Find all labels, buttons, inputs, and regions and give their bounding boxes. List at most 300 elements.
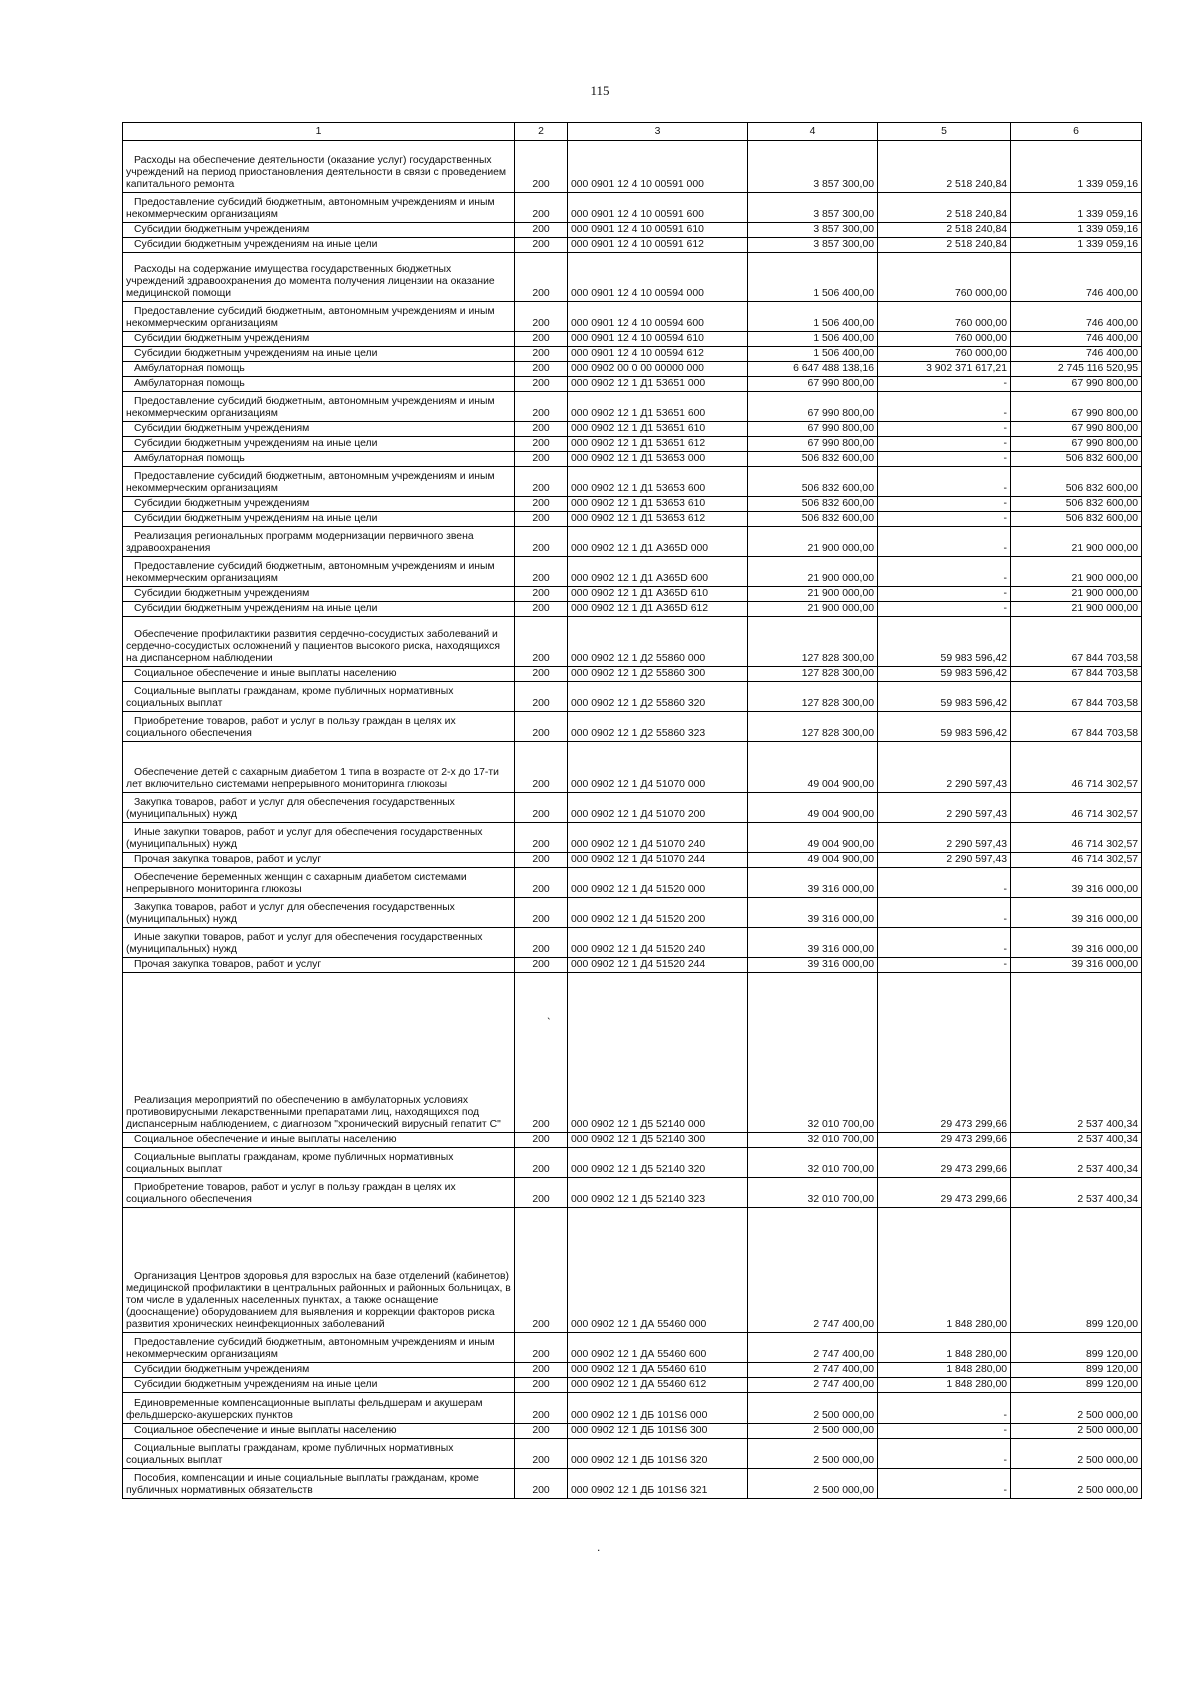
row-description <box>123 712 515 742</box>
row-approved-amount: 2 747 400,00 <box>748 1378 878 1393</box>
page-number: 115 <box>590 83 610 98</box>
table-row <box>123 1424 1142 1439</box>
table-row <box>123 793 1142 823</box>
table-row <box>123 1378 1142 1393</box>
row-line-code: 200 <box>515 193 568 223</box>
row-remaining-amount: 67 844 703,58 <box>1011 617 1142 667</box>
row-remaining-amount: 67 990 800,00 <box>1011 392 1142 422</box>
row-description <box>123 238 515 253</box>
row-line-code: 200 <box>515 497 568 512</box>
row-description-text: Социальные выплаты гражданам, кроме публичных нормативных социальных выплат <box>126 1152 454 1176</box>
table-row <box>123 253 1142 302</box>
row-line-code: 200 <box>515 1333 568 1363</box>
row-description <box>123 377 515 392</box>
table-row <box>123 193 1142 223</box>
row-remaining-amount: 21 900 000,00 <box>1011 527 1142 557</box>
row-description-text: Предоставление субсидий бюджетным, автономным учреждениям и иным некоммерческим организациям <box>126 197 495 221</box>
row-approved-amount: 32 010 700,00 <box>748 1178 878 1208</box>
row-remaining-amount: 67 990 800,00 <box>1011 422 1142 437</box>
table-row <box>123 898 1142 928</box>
row-line-code: 200 <box>515 958 568 973</box>
row-line-code: 200 <box>515 437 568 452</box>
row-line-code: 200 <box>515 823 568 853</box>
row-budget-classification-code: 000 0902 12 1 Д1 А365D 612 <box>568 602 748 617</box>
table-row <box>123 347 1142 362</box>
table-row <box>123 238 1142 253</box>
table-row <box>123 1178 1142 1208</box>
row-line-code: 200 <box>515 392 568 422</box>
row-remaining-amount: 746 400,00 <box>1011 347 1142 362</box>
row-approved-amount: 2 747 400,00 <box>748 1208 878 1333</box>
row-description-text: Предоставление субсидий бюджетным, автономным учреждениям и иным некоммерческим организациям <box>126 1337 495 1361</box>
row-description-text: Единовременные компенсационные выплаты фельдшерам и акушерам фельдшерско-акушерских пунктов <box>126 1398 483 1422</box>
row-description <box>123 1133 515 1148</box>
row-approved-amount: 6 647 488 138,16 <box>748 362 878 377</box>
table-row <box>123 853 1142 868</box>
table-row <box>123 452 1142 467</box>
row-approved-amount: 39 316 000,00 <box>748 898 878 928</box>
row-approved-amount: 2 500 000,00 <box>748 1469 878 1499</box>
row-description <box>123 332 515 347</box>
row-line-code: 200 <box>515 898 568 928</box>
row-executed-amount: 29 473 299,66 <box>878 973 1011 1133</box>
row-line-code: 200 <box>515 587 568 602</box>
row-approved-amount: 21 900 000,00 <box>748 602 878 617</box>
row-executed-amount: - <box>878 437 1011 452</box>
row-description <box>123 392 515 422</box>
row-budget-classification-code: 000 0902 12 1 Д2 55860 323 <box>568 712 748 742</box>
table-row <box>123 667 1142 682</box>
row-budget-classification-code: 000 0902 12 1 Д1 53653 612 <box>568 512 748 527</box>
table-row <box>123 422 1142 437</box>
row-description <box>123 868 515 898</box>
row-remaining-amount: 899 120,00 <box>1011 1333 1142 1363</box>
row-executed-amount: 760 000,00 <box>878 347 1011 362</box>
row-executed-amount: 29 473 299,66 <box>878 1148 1011 1178</box>
table-row <box>123 1208 1142 1333</box>
row-description <box>123 602 515 617</box>
row-approved-amount: 49 004 900,00 <box>748 823 878 853</box>
row-budget-classification-code: 000 0901 12 4 10 00594 612 <box>568 347 748 362</box>
row-approved-amount: 3 857 300,00 <box>748 141 878 193</box>
row-description <box>123 452 515 467</box>
row-budget-classification-code: 000 0901 12 4 10 00591 000 <box>568 141 748 193</box>
row-budget-classification-code: 000 0902 12 1 Д1 А365D 610 <box>568 587 748 602</box>
row-budget-classification-code: 000 0902 12 1 ДБ 101S6 300 <box>568 1424 748 1439</box>
row-description-text: Реализация мероприятий по обеспечению в амбулаторных условиях противовирусными лекарственными препаратами лиц, находящихся под диспансерным наблюдением, с диагнозом "хронический вирусный гепатит С" <box>126 1095 501 1131</box>
table-row <box>123 1439 1142 1469</box>
row-description <box>123 1393 515 1424</box>
row-description <box>123 928 515 958</box>
row-remaining-amount: 39 316 000,00 <box>1011 868 1142 898</box>
row-description <box>123 467 515 497</box>
row-executed-amount: 59 983 596,42 <box>878 712 1011 742</box>
row-executed-amount: - <box>878 527 1011 557</box>
row-remaining-amount: 1 339 059,16 <box>1011 238 1142 253</box>
row-description-text: Обеспечение профилактики развития сердечно-сосудистых заболеваний и сердечно-сосудистых осложнений у пациентов высокого риска, находящихся на диспансерном наблюдении <box>126 629 500 665</box>
row-executed-amount: 29 473 299,66 <box>878 1178 1011 1208</box>
row-remaining-amount: 2 500 000,00 <box>1011 1439 1142 1469</box>
row-description-text: Субсидии бюджетным учреждениям на иные цели <box>134 603 378 615</box>
row-executed-amount: 2 290 597,43 <box>878 853 1011 868</box>
row-description-text: Предоставление субсидий бюджетным, автономным учреждениям и иным некоммерческим организациям <box>126 396 495 420</box>
budget-table <box>122 122 1142 1499</box>
row-approved-amount: 49 004 900,00 <box>748 853 878 868</box>
row-line-code: 200 <box>515 1148 568 1178</box>
scan-speck: . <box>597 1540 601 1554</box>
row-description <box>123 253 515 302</box>
row-remaining-amount: 2 500 000,00 <box>1011 1393 1142 1424</box>
row-budget-classification-code: 000 0902 12 1 ДБ 101S6 000 <box>568 1393 748 1424</box>
row-line-code: 200 <box>515 452 568 467</box>
table-row <box>123 302 1142 332</box>
row-approved-amount: 2 500 000,00 <box>748 1424 878 1439</box>
row-description-text: Закупка товаров, работ и услуг для обеспечения государственных (муниципальных) нужд <box>126 797 455 821</box>
row-budget-classification-code: 000 0902 12 1 Д5 52140 320 <box>568 1148 748 1178</box>
row-description-text: Амбулаторная помощь <box>134 453 245 465</box>
row-line-code: 200 <box>515 1363 568 1378</box>
table-row <box>123 1133 1142 1148</box>
table-row <box>123 868 1142 898</box>
row-description-text: Социальное обеспечение и иные выплаты населению <box>134 1134 397 1146</box>
row-line-code: 200 <box>515 853 568 868</box>
row-budget-classification-code: 000 0902 12 1 Д1 А365D 600 <box>568 557 748 587</box>
row-description <box>123 527 515 557</box>
column-header-5: 5 <box>878 123 1011 141</box>
row-description-text: Социальное обеспечение и иные выплаты населению <box>134 668 397 680</box>
table-row <box>123 958 1142 973</box>
row-description-text: Субсидии бюджетным учреждениям <box>134 224 310 236</box>
row-line-code: 200 <box>515 617 568 667</box>
row-description <box>123 1363 515 1378</box>
row-approved-amount: 32 010 700,00 <box>748 1148 878 1178</box>
row-description <box>123 667 515 682</box>
column-header-6: 6 <box>1011 123 1142 141</box>
row-remaining-amount: 21 900 000,00 <box>1011 557 1142 587</box>
row-line-code: 200 <box>515 347 568 362</box>
row-remaining-amount: 1 339 059,16 <box>1011 223 1142 238</box>
row-line-code: 200 <box>515 602 568 617</box>
row-description-text: Субсидии бюджетным учреждениям на иные цели <box>134 239 378 251</box>
row-approved-amount: 127 828 300,00 <box>748 667 878 682</box>
row-line-code: 200 <box>515 377 568 392</box>
row-approved-amount: 67 990 800,00 <box>748 437 878 452</box>
row-approved-amount: 67 990 800,00 <box>748 392 878 422</box>
table-row <box>123 437 1142 452</box>
row-line-code: 200 <box>515 1424 568 1439</box>
row-remaining-amount: 67 990 800,00 <box>1011 377 1142 392</box>
table-row <box>123 1363 1142 1378</box>
row-budget-classification-code: 000 0902 12 1 Д4 51520 240 <box>568 928 748 958</box>
row-executed-amount: - <box>878 1424 1011 1439</box>
row-approved-amount: 506 832 600,00 <box>748 497 878 512</box>
row-budget-classification-code: 000 0902 12 1 Д5 52140 300 <box>568 1133 748 1148</box>
row-remaining-amount: 2 500 000,00 <box>1011 1469 1142 1499</box>
row-budget-classification-code: 000 0901 12 4 10 00591 610 <box>568 223 748 238</box>
row-remaining-amount: 899 120,00 <box>1011 1363 1142 1378</box>
row-approved-amount: 1 506 400,00 <box>748 302 878 332</box>
row-description <box>123 193 515 223</box>
row-approved-amount: 1 506 400,00 <box>748 253 878 302</box>
row-description <box>123 823 515 853</box>
row-remaining-amount: 67 844 703,58 <box>1011 682 1142 712</box>
row-line-code: 200 <box>515 1439 568 1469</box>
row-line-code: 200 <box>515 1133 568 1148</box>
row-line-code: 200 <box>515 302 568 332</box>
row-description-text: Субсидии бюджетным учреждениям на иные цели <box>134 1379 378 1391</box>
row-executed-amount: 1 848 280,00 <box>878 1208 1011 1333</box>
row-approved-amount: 506 832 600,00 <box>748 512 878 527</box>
row-description-text: Субсидии бюджетным учреждениям на иные цели <box>134 438 378 450</box>
row-description-text: Социальные выплаты гражданам, кроме публичных нормативных социальных выплат <box>126 1443 454 1467</box>
row-approved-amount: 67 990 800,00 <box>748 377 878 392</box>
row-remaining-amount: 746 400,00 <box>1011 302 1142 332</box>
column-header-4: 4 <box>748 123 878 141</box>
table-row <box>123 602 1142 617</box>
row-description-text: Иные закупки товаров, работ и услуг для обеспечения государственных (муниципальных) нужд <box>126 932 483 956</box>
row-executed-amount: - <box>878 557 1011 587</box>
row-description-text: Субсидии бюджетным учреждениям <box>134 333 310 345</box>
row-remaining-amount: 2 537 400,34 <box>1011 973 1142 1133</box>
row-budget-classification-code: 000 0901 12 4 10 00591 612 <box>568 238 748 253</box>
row-executed-amount: 2 518 240,84 <box>878 193 1011 223</box>
row-description-text: Амбулаторная помощь <box>134 363 245 375</box>
row-approved-amount: 127 828 300,00 <box>748 617 878 667</box>
row-line-code: 200 <box>515 512 568 527</box>
row-executed-amount: - <box>878 868 1011 898</box>
row-description <box>123 1148 515 1178</box>
row-line-code: 200 <box>515 928 568 958</box>
row-approved-amount: 39 316 000,00 <box>748 868 878 898</box>
table-row <box>123 712 1142 742</box>
row-description-text: Реализация региональных программ модернизации первичного звена здравоохранения <box>126 531 474 555</box>
row-description-text: Субсидии бюджетным учреждениям <box>134 498 310 510</box>
row-budget-classification-code: 000 0902 12 1 Д2 55860 300 <box>568 667 748 682</box>
row-executed-amount: 2 290 597,43 <box>878 793 1011 823</box>
column-header-1: 1 <box>123 123 515 141</box>
row-remaining-amount: 506 832 600,00 <box>1011 497 1142 512</box>
row-executed-amount: - <box>878 958 1011 973</box>
row-remaining-amount: 21 900 000,00 <box>1011 587 1142 602</box>
row-approved-amount: 21 900 000,00 <box>748 557 878 587</box>
row-line-code: 200 <box>515 742 568 793</box>
row-executed-amount: 760 000,00 <box>878 302 1011 332</box>
row-remaining-amount: 1 339 059,16 <box>1011 141 1142 193</box>
row-remaining-amount: 2 537 400,34 <box>1011 1148 1142 1178</box>
row-line-code: 200 <box>515 141 568 193</box>
row-description <box>123 973 515 1133</box>
row-line-code: 200 <box>515 1469 568 1499</box>
row-description <box>123 1178 515 1208</box>
row-line-code: 200 <box>515 793 568 823</box>
row-description <box>123 793 515 823</box>
row-description-text: Пособия, компенсации и иные социальные выплаты гражданам, кроме публичных нормативных обязательств <box>126 1473 479 1497</box>
table-row <box>123 928 1142 958</box>
row-line-code: 200 <box>515 973 568 1133</box>
row-executed-amount: 59 983 596,42 <box>878 667 1011 682</box>
row-executed-amount: - <box>878 1393 1011 1424</box>
row-remaining-amount: 67 844 703,58 <box>1011 667 1142 682</box>
row-line-code: 200 <box>515 238 568 253</box>
row-remaining-amount: 506 832 600,00 <box>1011 467 1142 497</box>
row-budget-classification-code: 000 0902 12 1 ДА 55460 000 <box>568 1208 748 1333</box>
row-budget-classification-code: 000 0902 12 1 ДА 55460 600 <box>568 1333 748 1363</box>
row-budget-classification-code: 000 0902 12 1 Д1 53653 610 <box>568 497 748 512</box>
row-description-text: Прочая закупка товаров, работ и услуг <box>134 854 322 866</box>
row-line-code: 200 <box>515 1378 568 1393</box>
row-executed-amount: - <box>878 1439 1011 1469</box>
table-row <box>123 332 1142 347</box>
row-description-text: Обеспечение детей с сахарным диабетом 1 типа в возрасте от 2-х до 17-ти лет включительно системами непрерывного мониторинга глюкозы <box>126 767 499 791</box>
row-description-text: Субсидии бюджетным учреждениям <box>134 423 310 435</box>
table-row <box>123 392 1142 422</box>
row-approved-amount: 2 500 000,00 <box>748 1439 878 1469</box>
row-approved-amount: 3 857 300,00 <box>748 193 878 223</box>
row-description <box>123 1333 515 1363</box>
row-description-text: Предоставление субсидий бюджетным, автономным учреждениям и иным некоммерческим организациям <box>126 471 495 495</box>
row-budget-classification-code: 000 0902 12 1 ДА 55460 612 <box>568 1378 748 1393</box>
row-budget-classification-code: 000 0902 12 1 Д5 52140 000 <box>568 973 748 1133</box>
row-approved-amount: 127 828 300,00 <box>748 712 878 742</box>
row-description-text: Приобретение товаров, работ и услуг в пользу граждан в целях их социального обеспечения <box>126 1182 456 1206</box>
row-approved-amount: 506 832 600,00 <box>748 467 878 497</box>
row-description-text: Субсидии бюджетным учреждениям на иные цели <box>134 513 378 525</box>
row-executed-amount: - <box>878 392 1011 422</box>
row-line-code: 200 <box>515 868 568 898</box>
row-remaining-amount: 2 745 116 520,95 <box>1011 362 1142 377</box>
row-executed-amount: - <box>878 512 1011 527</box>
row-budget-classification-code: 000 0902 12 1 Д4 51070 000 <box>568 742 748 793</box>
row-description <box>123 1424 515 1439</box>
row-approved-amount: 3 857 300,00 <box>748 223 878 238</box>
row-description <box>123 362 515 377</box>
row-remaining-amount: 899 120,00 <box>1011 1378 1142 1393</box>
row-executed-amount: - <box>878 377 1011 392</box>
row-executed-amount: 760 000,00 <box>878 332 1011 347</box>
row-description <box>123 1439 515 1469</box>
row-remaining-amount: 39 316 000,00 <box>1011 928 1142 958</box>
row-remaining-amount: 21 900 000,00 <box>1011 602 1142 617</box>
table-row <box>123 362 1142 377</box>
row-remaining-amount: 2 537 400,34 <box>1011 1133 1142 1148</box>
row-description <box>123 1469 515 1499</box>
row-executed-amount: 1 848 280,00 <box>878 1333 1011 1363</box>
row-description-text: Организация Центров здоровья для взрослых на базе отделений (кабинетов) медицинской профилактики в центральных районных и районных больницах, в том числе в удаленных населенных пунктах, а также оснащение (дооснащение) оборудованием для выявления и коррекции факторов риска развития хронических неинфекционных заболеваний <box>126 1271 511 1331</box>
row-executed-amount: 2 518 240,84 <box>878 238 1011 253</box>
row-budget-classification-code: 000 0902 12 1 Д1 53651 600 <box>568 392 748 422</box>
row-description <box>123 617 515 667</box>
row-description <box>123 853 515 868</box>
row-remaining-amount: 39 316 000,00 <box>1011 958 1142 973</box>
row-approved-amount: 49 004 900,00 <box>748 793 878 823</box>
row-line-code: 200 <box>515 422 568 437</box>
row-description-text: Расходы на обеспечение деятельности (оказание услуг) государственных учреждений на период приостановления деятельности в связи с проведением капитального ремонта <box>126 155 507 191</box>
row-description <box>123 1378 515 1393</box>
row-remaining-amount: 46 714 302,57 <box>1011 793 1142 823</box>
row-executed-amount: - <box>878 602 1011 617</box>
row-approved-amount: 2 747 400,00 <box>748 1363 878 1378</box>
table-row <box>123 823 1142 853</box>
row-approved-amount: 39 316 000,00 <box>748 928 878 958</box>
row-description-text: Социальное обеспечение и иные выплаты населению <box>134 1425 397 1437</box>
row-remaining-amount: 1 339 059,16 <box>1011 193 1142 223</box>
row-line-code: 200 <box>515 1393 568 1424</box>
row-description <box>123 497 515 512</box>
row-line-code: 200 <box>515 557 568 587</box>
row-budget-classification-code: 000 0902 12 1 Д5 52140 323 <box>568 1178 748 1208</box>
row-remaining-amount: 46 714 302,57 <box>1011 853 1142 868</box>
row-description <box>123 223 515 238</box>
table-row <box>123 742 1142 793</box>
table-row <box>123 682 1142 712</box>
row-remaining-amount: 746 400,00 <box>1011 332 1142 347</box>
row-description <box>123 302 515 332</box>
row-approved-amount: 3 857 300,00 <box>748 238 878 253</box>
row-remaining-amount: 746 400,00 <box>1011 253 1142 302</box>
row-budget-classification-code: 000 0902 12 1 Д4 51520 000 <box>568 868 748 898</box>
header-row <box>123 123 1142 141</box>
row-budget-classification-code: 000 0902 12 1 ДБ 101S6 321 <box>568 1469 748 1499</box>
row-description-text: Предоставление субсидий бюджетным, автономным учреждениям и иным некоммерческим организациям <box>126 306 495 330</box>
row-budget-classification-code: 000 0902 12 1 Д4 51070 200 <box>568 793 748 823</box>
row-remaining-amount: 67 990 800,00 <box>1011 437 1142 452</box>
row-description-text: Расходы на содержание имущества государственных бюджетных учреждений здравоохранения до момента получения лицензии на оказание медицинской помощи <box>126 264 495 300</box>
row-description-text: Обеспечение беременных женщин с сахарным диабетом системами непрерывного мониторинга глюкозы <box>126 872 467 896</box>
row-description <box>123 437 515 452</box>
row-description-text: Предоставление субсидий бюджетным, автономным учреждениям и иным некоммерческим организациям <box>126 561 495 585</box>
row-description-text: Закупка товаров, работ и услуг для обеспечения государственных (муниципальных) нужд <box>126 902 455 926</box>
table-row <box>123 1148 1142 1178</box>
table-row <box>123 527 1142 557</box>
table-row <box>123 973 1142 1133</box>
row-budget-classification-code: 000 0902 12 1 Д2 55860 320 <box>568 682 748 712</box>
row-executed-amount: - <box>878 422 1011 437</box>
row-description <box>123 347 515 362</box>
row-executed-amount: - <box>878 928 1011 958</box>
row-executed-amount: 59 983 596,42 <box>878 617 1011 667</box>
row-description <box>123 958 515 973</box>
row-approved-amount: 1 506 400,00 <box>748 347 878 362</box>
row-executed-amount: - <box>878 1469 1011 1499</box>
row-description <box>123 422 515 437</box>
row-budget-classification-code: 000 0902 00 0 00 00000 000 <box>568 362 748 377</box>
row-approved-amount: 32 010 700,00 <box>748 1133 878 1148</box>
row-description-text: Субсидии бюджетным учреждениям на иные цели <box>134 348 378 360</box>
row-budget-classification-code: 000 0902 12 1 Д1 53651 610 <box>568 422 748 437</box>
row-budget-classification-code: 000 0902 12 1 Д4 51520 244 <box>568 958 748 973</box>
row-remaining-amount: 46 714 302,57 <box>1011 823 1142 853</box>
row-executed-amount: 59 983 596,42 <box>878 682 1011 712</box>
row-description <box>123 557 515 587</box>
row-description <box>123 512 515 527</box>
table-row <box>123 467 1142 497</box>
row-remaining-amount: 2 537 400,34 <box>1011 1178 1142 1208</box>
row-line-code: 200 <box>515 667 568 682</box>
row-line-code: 200 <box>515 332 568 347</box>
row-budget-classification-code: 000 0902 12 1 Д1 53653 600 <box>568 467 748 497</box>
table-row <box>123 1469 1142 1499</box>
row-description-text: Субсидии бюджетным учреждениям <box>134 1364 310 1376</box>
table-row <box>123 497 1142 512</box>
row-description <box>123 682 515 712</box>
row-budget-classification-code: 000 0901 12 4 10 00591 600 <box>568 193 748 223</box>
row-description-text: Иные закупки товаров, работ и услуг для обеспечения государственных (муниципальных) нужд <box>126 827 483 851</box>
row-remaining-amount: 506 832 600,00 <box>1011 512 1142 527</box>
row-description-text: Субсидии бюджетным учреждениям <box>134 588 310 600</box>
table-row <box>123 1393 1142 1424</box>
table-row <box>123 141 1142 193</box>
row-description-text: Социальные выплаты гражданам, кроме публичных нормативных социальных выплат <box>126 686 454 710</box>
